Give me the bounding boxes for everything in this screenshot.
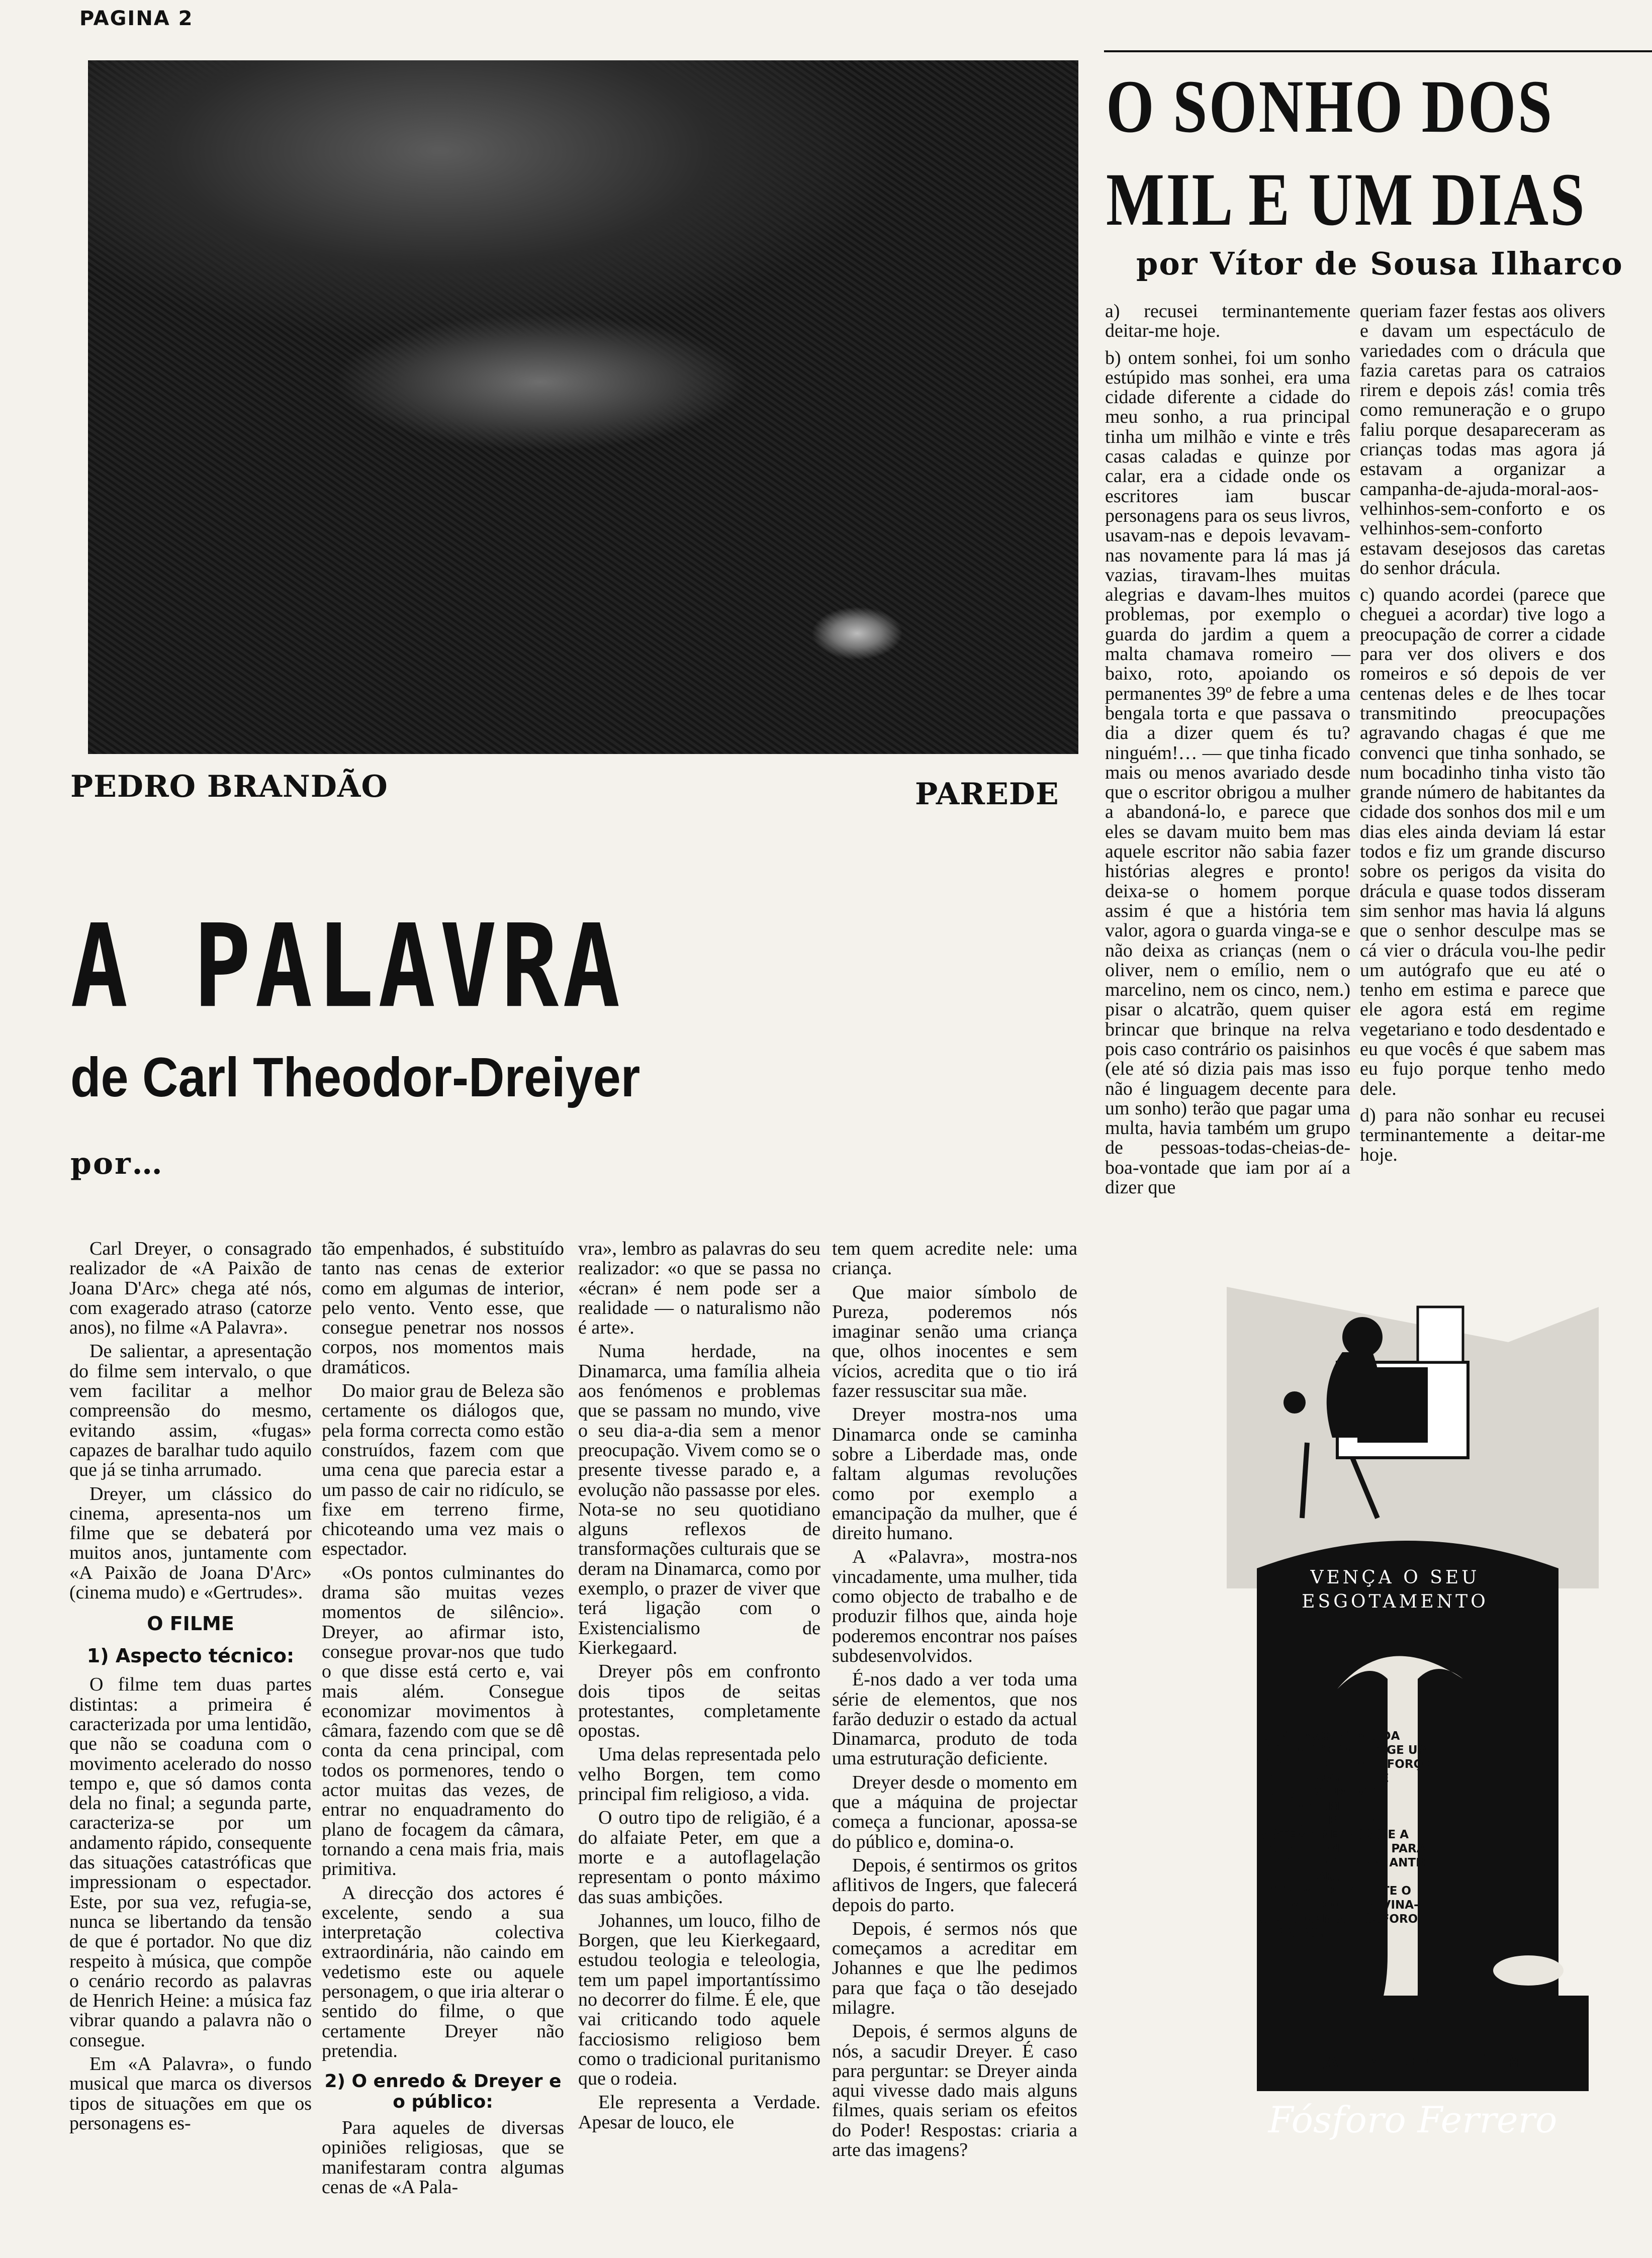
ad-brand-logo: Fósforo Ferrero [1268,2099,1557,2141]
paragraph: Numa herdade, na Dinamarca, uma família alheia aos fenómenos e problemas que se passam no mundo, vive o seu dia-a-dia sem a menor preocupação. Vivem como se o presente tivesse parado e, a evolução não passasse por eles. Nota-se no seu quotidiano alguns reflexos de transformações culturais que se deram na Dinamarca, como por exemplo, o prazer de viver que terá ligação com o Existencialismo de Kierkegaard. [578,1341,820,1658]
article-column-3 [578,1239,820,2136]
photo-credit-left: PEDRO BRANDÃO [70,769,388,804]
paragraph: A «Palavra», mostra-nos vincadamente, uma mulher, tida como objecto de trabalho e de produzir filhos que, ainda hoje poderemos encontrar nos países subdesenvolvidos. [832,1546,1077,1666]
page-number: PAGINA 2 [79,7,194,30]
paragraph: Uma delas representada pelo velho Borgen, tem como principal fim religioso, a vida. [578,1744,820,1805]
section-heading: O FILME [147,1613,234,1635]
section-heading: 2) O enredo & Dreyer e o público: [324,2071,562,2113]
paragraph: Em «A Palavra», o fundo musical que marca os diversos tipos de situações em que os personagens es- [69,2053,312,2134]
paragraph: Dreyer pôs em confronto dois tipos de seitas protestantes, completamente opostas. [578,1661,820,1742]
ad-tagline: EXIJA SEMPRE O LEGÍTIMO [1289,2053,1536,2071]
paragraph: c) quando acordei (parece que cheguei a acordar) tive logo a preocupação de correr a cidade para ver dos olivers e dos romeiros e só depois de ver centenas deles e de lhes tocar transmitindo preocupações agravando chagas é que me convenci que tinha sonhado, se num bocadinho tinha visto tão grande número de habitantes da cidade dos sonhos dos mil e um dias eles ainda deviam lá estar todos e fiz um grande discurso sobre os perigos da visita do drácula e quase todos disseram sim senhor mas havia lá alguns que o senhor desculpe mas se cá vier o drácula vou-lhe pedir um autógrafo que eu até o tenho em estima e parece que ele agora está em regime vegetariano e todo desdentado e eu que vocês é que sabem mas eu fujo porque tenho medo dele. [1360,584,1605,1099]
paragraph: tão empenhados, é substituído tanto nas cenas de exterior como em algumas de interior, pelo vento. Vento esse, que consegue penetrar nos nossos corpos, nos momentos mais dramáticos. [322,1238,564,1378]
photo-credit-right: PAREDE [915,777,1059,812]
paragraph: Dreyer desde o momento em que a máquina de projectar começa a funcionar, apossa-se do público e, domina-o. [832,1771,1077,1852]
paragraph: Carl Dreyer, o consagrado realizador de «A Paixão de Joana D'Arc» chega até nós, com exagerado atraso (catorze anos), no filme «A Palavra». [69,1238,312,1339]
section-subheading: 1) Aspecto técnico: [86,1645,295,1667]
paragraph: Depois, é sermos nós que começamos a acreditar em Johannes e que lhe pedimos para que faça o tão desejado milagre. [832,1918,1077,2018]
paragraph: Para aqueles de diversas opiniões religiosas, que se manifestaram contra algumas cenas de «A Pala- [322,2117,564,2198]
ad-banner-text: VENÇA O SEU ESGOTAMENTO [1302,1567,1489,1612]
paragraph: d) para não sonhar eu recusei terminantemente a deitar-me hoje. [1360,1104,1605,1166]
paragraph: Ele representa a Verdade. Apesar de louco, ele [578,2092,820,2133]
article-column-4 [832,1239,1077,2164]
article-column-1 [69,1239,312,2137]
header-rule [1104,50,1652,52]
paragraph: É-nos dado a ver toda uma série de elementos, que nos farão deduzir o estado da actual Dinamarca, produto de toda uma estruturação deficiente. [832,1669,1077,1769]
paragraph: a) recusei terminantemente deitar-me hoje. [1105,301,1350,342]
article-title: A PALAVRA [70,900,624,1033]
paragraph: A direcção dos actores é excelente, sendo a sua interpretação colectiva extraordinária, não caindo em vedetismo este ou aquele personagem, o que iria alterar o sentido do filme, o que certamente Dreyer não pretendia. [322,1882,564,2061]
paragraph: tem quem acredite nele: uma criança. [832,1238,1077,1279]
article-column-2 [322,1239,564,2201]
paragraph: O filme tem duas partes distintas: a primeira é caracterizada por uma lentidão, que não se coaduna com o movimento acelerado do nosso tempo e, que só damos conta dela no final; a segunda parte, caracteriza-se por um andamento rápido, consequente das situações catastróficas que impressionam o espectador. Este, por sua vez, refugia-se, nunca se libertando da tensão de que é portador. No que diz respeito à música, que compõe o cenário recordo as palavras de Henrich Heine: a música faz vibrar quando a palavra não o consegue. [69,1674,312,2051]
article-byline: por… [70,1146,164,1181]
paragraph: «Os pontos culminantes do drama são muitas vezes momentos de silêncio». Dreyer, ao afirmar isto, consegue provar-nos que tudo o que disse está certo e, vai mais além. Consegue economizar movimentos à câmara, fazendo com que se dê conta da cena principal, com todos os pormenores, tendo o actor muitas das vezes, de entrar no enquadramento do plano de focagem da câmara, tornando a cena mais fria, mais primitiva. [322,1562,564,1880]
paragraph: Dreyer mostra-nos uma Dinamarca onde se caminha sobre a Liberdade mas, onde faltam algumas revoluções como por exemplo a emancipação da mulher, que é direito humano. [832,1404,1077,1544]
ad-match-tube-graphic [1493,1955,1564,1986]
fosforo-ferrero-ad [1227,1277,1599,2101]
paragraph: Depois, é sentirmos os gritos aflitivos de Ingers, que falecerá depois do parto. [832,1854,1077,1916]
right-column-2 [1360,302,1605,1169]
paragraph: Dreyer, um clássico do cinema, apresenta-nos um filme que se debaterá por muitos anos, juntamente com «A Paixão de Joana D'Arc» (cinema mudo) e «Gertrudes». [69,1483,312,1604]
paragraph: Depois, é sermos alguns de nós, a sacudir Dreyer. É caso para perguntar: se Dreyer ainda aqui vivesse dado mais alguns filmes, quais seriam os efeitos do Poder! Respostas: criaria a arte das imagens? [832,2021,1077,2161]
right-article-title [1106,60,1586,246]
right-article-author: por Vítor de Sousa Ilharco [1136,245,1623,282]
paragraph: De salientar, a apresentação do filme sem intervalo, o que vem facilitar a melhor compreensão do mesmo, evitando assim, «fugas» capazes de baralhar tudo aquilo que já se tinha arrumado. [69,1341,312,1481]
paragraph: b) ontem sonhei, foi um sonho estúpido mas sonhei, era uma cidade diferente a cidade do meu sonho, a rua principal tinha um milhão e vinte e três casas caladas e quinze por calar, era a cidade onde os escritores iam buscar personagens para os seus livros, usavam-nas e depois levavam-nas novamente para lá mas já vazias, tiravam-lhes muitas alegrias e davam-lhes muitos problemas, por exemplo o guarda do jardim a quem a malta chamava romeiro — baixo, roto, apoiando os permanentes 39º de febre a uma bengala torta e que passava o dia a dizer quem és tu? ninguém!… — que tinha ficado mais ou menos avariado desde que o escritor obrigou a mulher a abandoná-lo, e parece que eles se davam muito bem mas aquele escritor não sabia fazer histórias alegres e pronto! deixa-se o homem porque assim é que a história tem valor, agora o guarda vinga-se e não deixa as crianças (nem o oliver, nem o emílio, nem o marcelino, nem os cinco, nem.) pisar o alcatrão, quem quiser brincar que brinque na relva pois caso contrário os paisinhos (ele até só dizia pais mas isso não é linguagem decente para um sonho) terão que pagar uma multa, havia também um grupo de pessoas-todas-cheias-de-boa-vontade que iam por aí a dizer que [1105,347,1350,1198]
title-line-1: O SONHO DOS [1106,65,1554,148]
title-line-2: MIL E UM DIAS [1106,158,1586,241]
paragraph: Que maior símbolo de Pureza, poderemos nós imaginar senão uma criança que, olhos inocentes e sem vícios, acredita que o tio irá fazer ressuscitar sua mãe. [832,1281,1077,1402]
ad-brand-box [1257,1996,1589,2091]
paragraph: Johannes, um louco, filho de Borgen, que leu Kierkegaard, estudou teologia e teleologia, tem um papel importantíssimo no decorrer do filme. É ele, que vai criticando todo aquele facciosismo religioso bem como o tradicional puritanismo que o rodeia. [578,1910,820,2090]
right-column-1 [1105,302,1350,1201]
paragraph: vra», lembro as palavras do seu realizador: «o que se passa no «écran» é nem pode ser a realidade — o naturalismo não é arte». [578,1238,820,1339]
paragraph: queriam fazer festas aos olivers e davam um espectáculo de variedades com o drácula que fazia caretas para os catraios rirem e depois zás! comia três como remuneração e o grupo faliu porque desapareceram as crianças todas mas agora já estavam a organizar a campanha-de-ajuda-moral-aos-velhinhos-sem-conforto e os velhinhos-sem-conforto estavam desejosos das caretas do senhor drácula. [1360,301,1605,579]
paragraph: O outro tipo de religião, é a do alfaiate Peter, em que a morte e a autoflagelação representam o ponto máximo das suas ambições. [578,1807,820,1908]
paragraph: Do maior grau de Beleza são certamente os diálogos que, pela forma correcta como estão construídos, fazem com que uma cena que parecia estar a um passo de cair no ridículo, se fixe em terreno firme, chicoteando uma vez mais o espectador. [322,1380,564,1560]
ad-body-text: O INTENSO RITMO DA VIDA MODERNA EXIGE UM TRABALHO E UM ESFORÇO EXCESSIVOS, O QUE FREQUENTEMENTE ORIGINA UM DESEQUILÍBRIO DO SISTEMA NERVOSO E A FALTA DE ENERGIAS PARA A LUTA COTIDIANA. ANTES DE CHEGAR A TAL EXTREMO, CONSULTE O SEU MÉDICO E PREVINA-SE, TOMANDO FÓSFORO FERRERO. [1259,1730,1432,1940]
article-subtitle: de Carl Theodor-Dreiyer [70,1047,640,1108]
film-still-photo [88,60,1078,754]
